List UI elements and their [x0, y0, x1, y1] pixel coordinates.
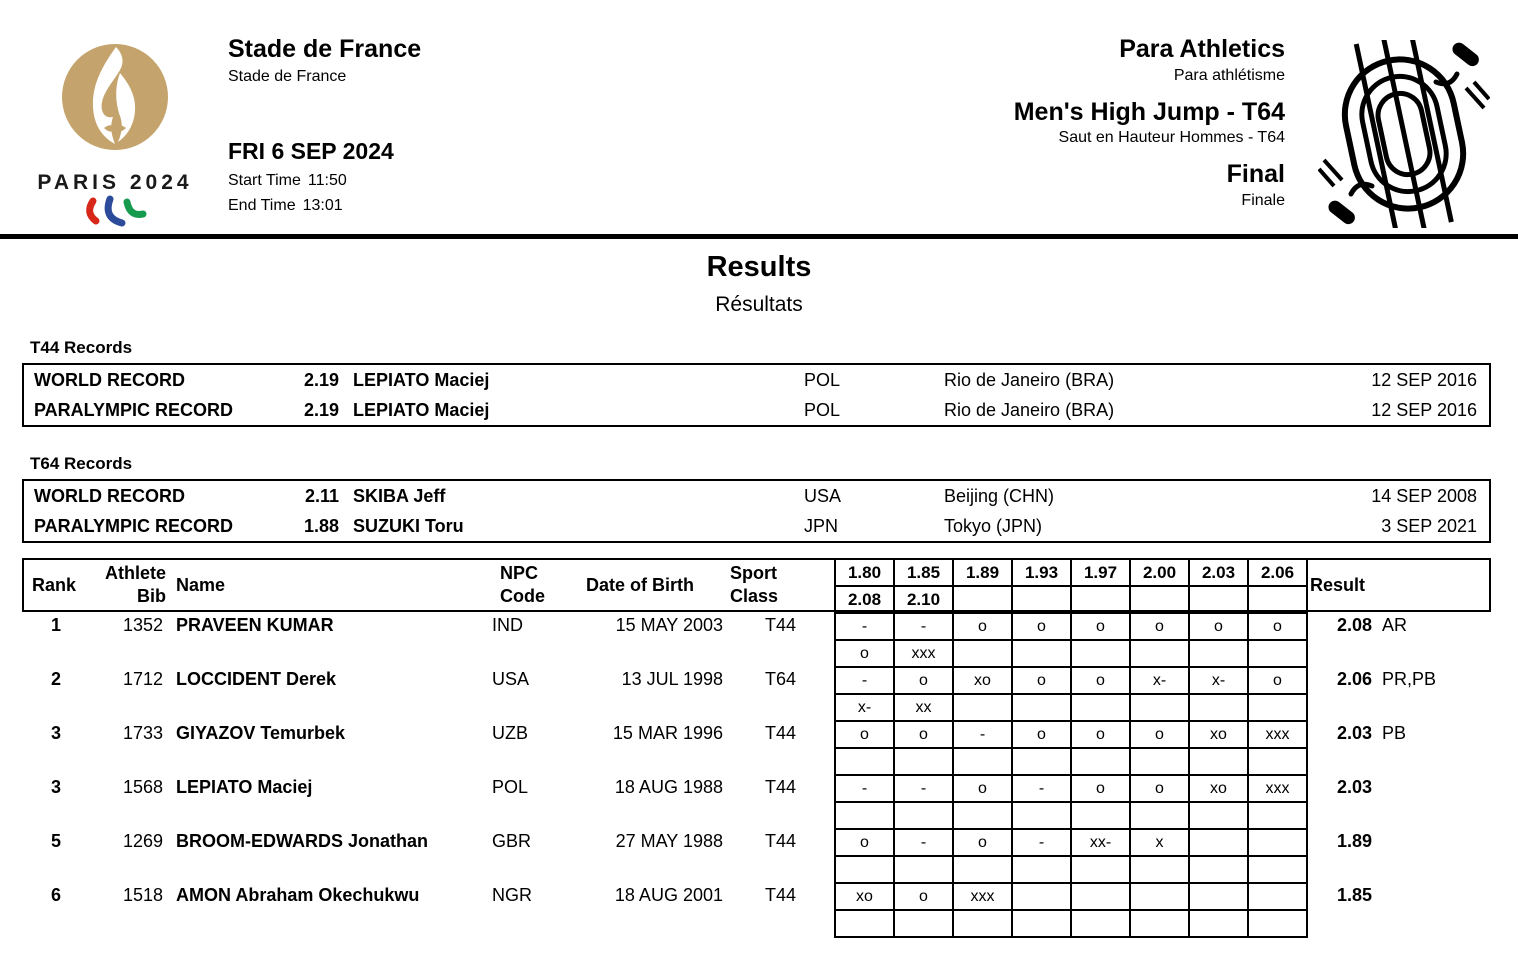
- attempt-cell: [1012, 748, 1071, 775]
- attempt-cell: -: [894, 829, 953, 856]
- attempt-row: [835, 856, 1307, 883]
- attempt-cell: o: [1248, 667, 1307, 694]
- record-venue: Tokyo (JPN): [944, 515, 1043, 536]
- athlete-result: 2.03: [1336, 723, 1372, 743]
- attempt-cell: [1189, 910, 1248, 937]
- athlete-bib: 1518: [122, 885, 163, 905]
- attempt-cell: [894, 856, 953, 883]
- athlete-npc: UZB: [492, 723, 528, 743]
- attempt-cell: [1071, 640, 1130, 667]
- athlete-result-notes: AR: [1382, 615, 1408, 635]
- athlete-name: PRAVEEN KUMAR: [176, 615, 334, 635]
- attempt-cell: [1130, 856, 1189, 883]
- attempt-cell: o: [1248, 613, 1307, 640]
- athlete-row: [0, 774, 1518, 801]
- height-header-cell: 2.08: [835, 586, 894, 613]
- athlete-name: LOCCIDENT Derek: [176, 669, 337, 689]
- athlete-npc: GBR: [492, 831, 532, 851]
- record-row: [24, 481, 1489, 511]
- attempt-cell: o: [894, 667, 953, 694]
- record-holder: SKIBA Jeff: [353, 485, 446, 506]
- record-npc: JPN: [804, 515, 839, 536]
- attempt-cell: [953, 856, 1012, 883]
- height-header-cell: [953, 586, 1012, 613]
- height-header-cell: 2.00: [1130, 559, 1189, 586]
- record-type: WORLD RECORD: [34, 485, 185, 506]
- attempt-cell: o: [1071, 667, 1130, 694]
- start-time-value: 11:50: [307, 171, 347, 189]
- record-venue: Beijing (CHN): [944, 485, 1055, 506]
- records-group: [0, 454, 1518, 543]
- attempt-cell: xx: [894, 694, 953, 721]
- page-title-fr: Résultats: [715, 293, 803, 316]
- athlete-rank: 5: [50, 831, 61, 851]
- attempt-cell: o: [1012, 613, 1071, 640]
- record-type: WORLD RECORD: [34, 369, 185, 390]
- attempt-cell: x-: [1130, 667, 1189, 694]
- attempt-cell: [1071, 910, 1130, 937]
- attempt-cell: [1071, 856, 1130, 883]
- attempt-row: [835, 640, 1307, 667]
- athlete-row: [0, 666, 1518, 693]
- athlete-rank: 1: [50, 615, 61, 635]
- attempt-cell: x-: [835, 694, 894, 721]
- athlete-rank: 3: [50, 723, 61, 743]
- event-date: FRI 6 SEP 2024: [228, 137, 394, 164]
- record-holder: LEPIATO Maciej: [353, 369, 490, 390]
- attempt-cell: [1189, 802, 1248, 829]
- height-header-cell: 2.06: [1248, 559, 1307, 586]
- col-header-athlete-bib: [84, 562, 166, 608]
- logo-wordmark: PARIS 2024: [37, 171, 193, 194]
- record-venue: Rio de Janeiro (BRA): [944, 369, 1115, 390]
- attempt-cell: -: [835, 613, 894, 640]
- event-name-fr: Saut en Hauteur Hommes - T64: [1058, 129, 1285, 146]
- col-header-npc-code: [500, 562, 545, 608]
- attempt-cell: -: [1012, 775, 1071, 802]
- end-time-value: 13:01: [302, 196, 343, 214]
- col-header-name: Name: [176, 575, 226, 595]
- attempt-cell: xo: [835, 883, 894, 910]
- start-time-line: [228, 172, 658, 190]
- attempt-cell: xx-: [1071, 829, 1130, 856]
- col-header-npc: NPC: [500, 563, 539, 583]
- attempt-cell: xo: [1189, 775, 1248, 802]
- athlete-rank: 6: [50, 885, 61, 905]
- athlete-row: [0, 828, 1518, 855]
- attempt-cell: -: [894, 775, 953, 802]
- height-header-cell: 1.85: [894, 559, 953, 586]
- record-row: [24, 365, 1489, 395]
- athlete-sport-class: T44: [764, 615, 797, 635]
- record-type: PARALYMPIC RECORD: [34, 399, 234, 420]
- attempt-cell: [1071, 694, 1130, 721]
- records-box: [22, 363, 1491, 427]
- height-header-cell: [1071, 586, 1130, 613]
- height-header-cell: 1.80: [835, 559, 894, 586]
- record-row: [24, 395, 1489, 425]
- attempt-cell: o: [1189, 613, 1248, 640]
- attempt-row: [835, 748, 1307, 775]
- attempt-cell: o: [1071, 775, 1130, 802]
- attempt-cell: [1189, 640, 1248, 667]
- athlete-dob: 18 AUG 1988: [614, 777, 723, 797]
- venue-title: Stade de France: [228, 35, 422, 63]
- athlete-sport-class: T64: [764, 669, 797, 689]
- height-header-cell: 1.89: [953, 559, 1012, 586]
- height-header-cell: [1012, 586, 1071, 613]
- attempt-cell: [1071, 748, 1130, 775]
- attempt-cell: [1248, 802, 1307, 829]
- attempt-cell: x-: [1189, 667, 1248, 694]
- attempt-cell: xo: [953, 667, 1012, 694]
- height-header-cell: [1130, 586, 1189, 613]
- attempt-cell: xo: [1189, 721, 1248, 748]
- attempt-cell: [835, 856, 894, 883]
- attempt-cell: [1130, 910, 1189, 937]
- attempt-cell: [1248, 856, 1307, 883]
- sport-name-en: Para Athletics: [1119, 35, 1285, 63]
- attempt-cell: o: [1130, 775, 1189, 802]
- athlete-result: 1.85: [1336, 885, 1372, 905]
- paris-2024-logo: [30, 33, 200, 230]
- attempt-cell: o: [1071, 721, 1130, 748]
- attempt-cell: o: [1130, 721, 1189, 748]
- attempt-cell: o: [953, 775, 1012, 802]
- attempt-cell: xxx: [1248, 775, 1307, 802]
- attempt-cell: xxx: [953, 883, 1012, 910]
- attempt-cell: [1012, 802, 1071, 829]
- attempt-cell: o: [894, 721, 953, 748]
- athlete-sport-class: T44: [764, 831, 797, 851]
- athlete-bib: 1269: [122, 831, 163, 851]
- records-group-title: T64 Records: [30, 454, 133, 473]
- event-block: [725, 36, 1285, 210]
- col-header-athlete: Athlete: [104, 563, 166, 583]
- height-header-cell: 2.10: [894, 586, 953, 613]
- attempt-cell: [1189, 748, 1248, 775]
- record-date: 14 SEP 2008: [1371, 485, 1477, 506]
- attempt-cell: -: [953, 721, 1012, 748]
- attempt-cell: [1012, 910, 1071, 937]
- start-time-label: Start Time: [228, 171, 301, 189]
- attempt-cell: [1071, 802, 1130, 829]
- attempt-cell: [1012, 694, 1071, 721]
- col-header-sport-class: [730, 562, 778, 608]
- attempt-cell: [1012, 640, 1071, 667]
- height-header-cell: [1248, 586, 1307, 613]
- col-header-bib: Bib: [137, 586, 166, 606]
- attempt-cell: [894, 910, 953, 937]
- athlete-bib: 1712: [122, 669, 163, 689]
- attempt-cell: [1248, 910, 1307, 937]
- record-npc: USA: [804, 485, 842, 506]
- athlete-sport-class: T44: [764, 723, 797, 743]
- attempt-row: [835, 910, 1307, 937]
- height-header-cell: 1.97: [1071, 559, 1130, 586]
- record-venue: Rio de Janeiro (BRA): [944, 399, 1115, 420]
- records-section: [0, 338, 1518, 543]
- attempt-cell: o: [835, 640, 894, 667]
- attempt-cell: o: [894, 883, 953, 910]
- athlete-result-notes: PB: [1382, 723, 1407, 743]
- athlete-result: 1.89: [1336, 831, 1372, 851]
- attempt-row: [835, 802, 1307, 829]
- attempt-cell: o: [1130, 613, 1189, 640]
- results-table: [0, 558, 1518, 958]
- records-group-title: T44 Records: [30, 338, 133, 357]
- attempt-cell: [1130, 748, 1189, 775]
- venue-block: [228, 36, 658, 215]
- attempt-row: [835, 694, 1307, 721]
- attempt-cell: [1189, 694, 1248, 721]
- record-date: 3 SEP 2021: [1381, 515, 1477, 536]
- attempt-cell: [1248, 640, 1307, 667]
- height-header-cell: [1189, 586, 1248, 613]
- attempt-cell: x: [1130, 829, 1189, 856]
- height-header-row: [835, 586, 1307, 613]
- attempt-cell: [1189, 856, 1248, 883]
- records-group: [0, 338, 1518, 427]
- attempt-cell: [894, 748, 953, 775]
- attempt-cell: [953, 748, 1012, 775]
- col-header-class: Class: [730, 586, 779, 606]
- athlete-name: BROOM-EDWARDS Jonathan: [176, 831, 428, 851]
- athlete-result: 2.08: [1336, 615, 1372, 635]
- record-date: 12 SEP 2016: [1371, 369, 1477, 390]
- athlete-dob: 13 JUL 1998: [621, 669, 723, 689]
- attempt-cell: o: [1071, 613, 1130, 640]
- athlete-rank: 2: [50, 669, 61, 689]
- athlete-bib: 1733: [122, 723, 163, 743]
- athlete-bib: 1568: [122, 777, 163, 797]
- record-holder: SUZUKI Toru: [353, 515, 464, 536]
- attempt-cell: -: [894, 613, 953, 640]
- record-npc: POL: [804, 369, 841, 390]
- attempt-cell: [1130, 640, 1189, 667]
- attempt-cell: [835, 910, 894, 937]
- venue-subtitle: Stade de France: [228, 67, 347, 85]
- record-mark: 2.11: [304, 485, 339, 506]
- phase-en: Final: [1226, 160, 1285, 188]
- attempt-cell: [953, 640, 1012, 667]
- athlete-name: AMON Abraham Okechukwu: [176, 885, 420, 905]
- height-header-row: [835, 559, 1307, 586]
- page-title: Results: [706, 251, 812, 283]
- height-header-cell: 2.03: [1189, 559, 1248, 586]
- athlete-dob: 27 MAY 1988: [615, 831, 723, 851]
- athlete-dob: 15 MAY 2003: [615, 615, 723, 635]
- attempt-cell: xxx: [894, 640, 953, 667]
- athlete-result-notes: PR,PB: [1382, 669, 1437, 689]
- height-header-cell: 1.93: [1012, 559, 1071, 586]
- attempt-cell: o: [953, 613, 1012, 640]
- athlete-row: [0, 882, 1518, 909]
- athlete-row: [0, 612, 1518, 639]
- header-divider: [0, 234, 1518, 239]
- attempt-cell: o: [1012, 667, 1071, 694]
- attempt-cell: -: [835, 667, 894, 694]
- athlete-npc: NGR: [492, 885, 532, 905]
- attempt-cell: xxx: [1248, 721, 1307, 748]
- attempt-cell: -: [1012, 829, 1071, 856]
- col-header-result: Result: [1310, 575, 1366, 595]
- para-athletics-pictogram: [1318, 40, 1490, 228]
- record-type: PARALYMPIC RECORD: [34, 515, 234, 536]
- running-blade-icon-top: [1436, 40, 1489, 108]
- attempt-cell: [953, 910, 1012, 937]
- athlete-result: 2.06: [1336, 669, 1372, 689]
- sport-name-fr: Para athlétisme: [1173, 66, 1285, 84]
- attempt-cell: [835, 802, 894, 829]
- attempt-cell: [1248, 748, 1307, 775]
- athlete-result: 2.03: [1336, 777, 1372, 797]
- athlete-bib: 1352: [122, 615, 163, 635]
- end-time-line: [228, 197, 658, 215]
- col-header-rank: Rank: [32, 575, 77, 595]
- athlete-row: [0, 720, 1518, 747]
- athlete-dob: 15 MAR 1996: [612, 723, 723, 743]
- attempt-cell: [1130, 694, 1189, 721]
- attempt-cell: [835, 748, 894, 775]
- attempt-cell: o: [835, 829, 894, 856]
- running-blade-icon-bottom: [1319, 160, 1372, 227]
- athlete-npc: USA: [492, 669, 530, 689]
- agitos-icon: [90, 199, 143, 223]
- attempt-cell: -: [835, 775, 894, 802]
- phase-fr: Finale: [1241, 191, 1285, 209]
- attempt-cell: [1012, 856, 1071, 883]
- attempt-cell: o: [953, 829, 1012, 856]
- record-row: [24, 511, 1489, 541]
- event-name-en: Men's High Jump - T64: [1013, 97, 1285, 126]
- record-holder: LEPIATO Maciej: [353, 399, 490, 420]
- athlete-dob: 18 AUG 2001: [614, 885, 723, 905]
- record-mark: 2.19: [303, 399, 339, 420]
- athlete-rank: 3: [50, 777, 61, 797]
- record-mark: 1.88: [303, 515, 339, 536]
- attempt-cell: o: [835, 721, 894, 748]
- athlete-sport-class: T44: [764, 777, 797, 797]
- records-box: [22, 479, 1491, 543]
- attempt-cell: [1248, 694, 1307, 721]
- col-header-dob: Date of Birth: [586, 575, 694, 595]
- athlete-npc: IND: [492, 615, 523, 635]
- attempt-cell: [953, 694, 1012, 721]
- col-header-sport: Sport: [730, 563, 777, 583]
- title-block: [0, 251, 1518, 317]
- athlete-npc: POL: [492, 777, 529, 797]
- end-time-label: End Time: [228, 196, 296, 214]
- record-npc: POL: [804, 399, 841, 420]
- attempt-cell: [1130, 802, 1189, 829]
- athlete-name: GIYAZOV Temurbek: [176, 723, 346, 743]
- athlete-sport-class: T44: [764, 885, 797, 905]
- record-mark: 2.19: [303, 369, 339, 390]
- record-date: 12 SEP 2016: [1371, 399, 1477, 420]
- attempt-cell: [953, 802, 1012, 829]
- col-header-code: Code: [500, 586, 545, 606]
- attempt-cell: o: [1012, 721, 1071, 748]
- attempt-cell: [894, 802, 953, 829]
- athlete-name: LEPIATO Maciej: [176, 777, 313, 797]
